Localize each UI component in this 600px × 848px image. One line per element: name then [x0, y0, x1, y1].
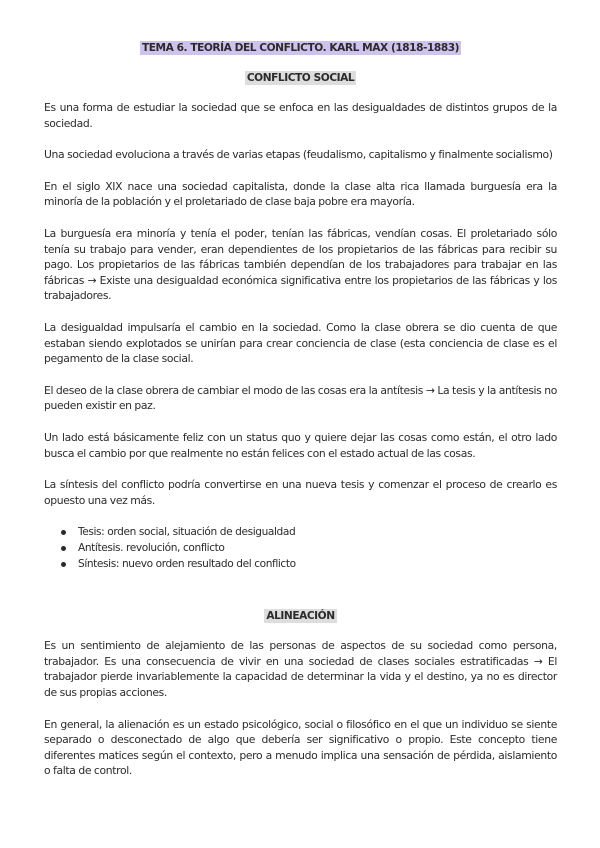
- bullet-item: [44, 556, 557, 572]
- paragraph: Es un sentimiento de alejamiento de las personas de aspectos de su sociedad como persona, trabajador. Es una consecuencia de vivir en una sociedad de clases sociales estratificadas → El trabajador pierde invariablemente la capacidad de determinar la vida y el destino, ya no es director de sus propias acciones.: [44, 639, 557, 700]
- document-title-text: TEMA 6. TEORÍA DEL CONFLICTO. KARL MAX (1818-1883): [141, 42, 460, 54]
- paragraph: Un lado está básicamente feliz con un status quo y quiere dejar las cosas como están, el otro lado busca el cambio por que realmente no están felices con el estado actual de las cosas.: [44, 430, 557, 460]
- bullet-dot-icon: [61, 546, 66, 551]
- paragraph: Es una forma de estudiar la sociedad que se enfoca en las desigualdades de distintos grupos de la sociedad.: [44, 101, 557, 130]
- bullet-dot-icon: [61, 530, 66, 535]
- bullet-text: Antítesis. revolución, conflicto: [78, 542, 225, 555]
- paragraph: En general, la alienación es un estado psicológico, social o filosófico en el que un individuo se siente separado o desconectado de algo que debería ser significativo o propio. Este concepto tiene diferentes matices según el contexto, pero a menudo implica una sensación de pérdida, aislamiento o falta de control.: [44, 717, 557, 778]
- paragraph: La burguesía era minoría y tenía el poder, tenían las fábricas, vendían cosas. El proletariado sólo tenía su trabajo para vender, eran dependientes de los propietarios de las fábricas para recibir su pago. Los propietarios de las fábricas también dependían de los trabajadores para trabajar en las fábricas → Existe una desigualdad económica significativa entre los propietarios de las fábricas y los trabajadores.: [44, 226, 557, 303]
- section-heading-alineacion: [44, 608, 557, 625]
- bullet-dot-icon: [61, 562, 66, 567]
- bullet-list: [44, 524, 557, 572]
- bullet-text: Tesis: orden social, situación de desigualdad: [78, 526, 296, 539]
- section-heading-conflicto-social: [44, 70, 557, 87]
- section-heading-text: CONFLICTO SOCIAL: [246, 72, 355, 84]
- section-heading-text: ALINEACIÓN: [266, 610, 335, 623]
- paragraph: La desigualdad impulsaría el cambio en la sociedad. Como la clase obrera se dio cuenta de que estaban siendo explotados se unirían para crear conciencia de clase (esta conciencia de clase es el pegamento de la clase social.: [44, 320, 557, 366]
- paragraph: Una sociedad evoluciona a través de varias etapas (feudalismo, capitalismo y finalmente socialismo): [44, 148, 553, 162]
- bullet-text: Síntesis: nuevo orden resultado del conflicto: [78, 558, 296, 571]
- paragraph: La síntesis del conflicto podría convertirse en una nueva tesis y comenzar el proceso de crearlo es opuesto una vez más.: [44, 478, 557, 507]
- bullet-item: [44, 524, 557, 540]
- document-title: [44, 40, 557, 57]
- document-page: [44, 40, 557, 795]
- paragraph: En el siglo XIX nace una sociedad capitalista, donde la clase alta rica llamada burguesía era la minoría de la población y el proletariado de clase baja pobre era mayoría.: [44, 179, 557, 209]
- bullet-item: [44, 540, 557, 556]
- paragraph: El deseo de la clase obrera de cambiar el modo de las cosas era la antítesis → La tesis y la antítesis no pueden existir en paz.: [44, 383, 557, 413]
